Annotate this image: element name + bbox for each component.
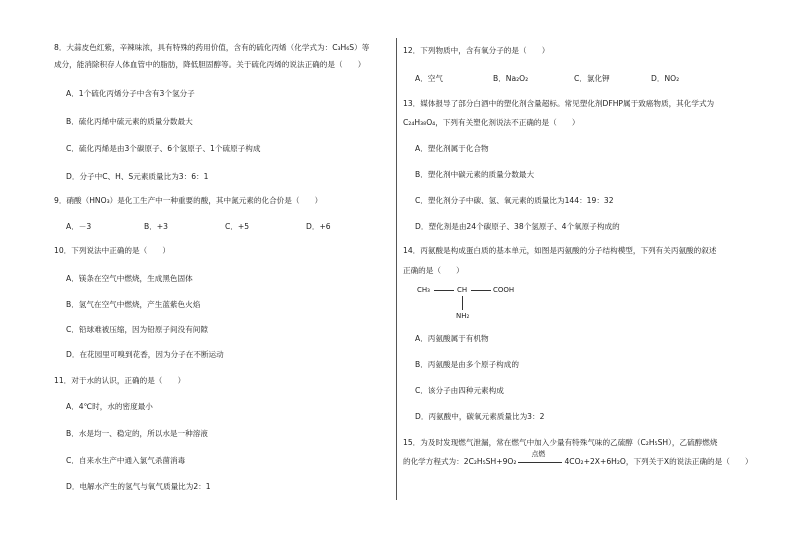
q13-stem-line1: 13．媒体报导了部分白酒中的塑化剂含量超标。常见塑化剂DFHP属于致癌物质，其化学式为 [403,99,715,108]
q13-option-c: C．塑化剂分子中碳、氢、氧元素的质量比为144：19：32 [415,196,614,205]
q8-option-b: B．硫化丙烯中硫元素的质量分数最大 [66,117,193,126]
q14-stem-line1: 14．丙氨酸是构成蛋白质的基本单元，如图是丙氨酸的分子结构模型，下列有关丙氨酸的叙述 [403,246,717,255]
q12-option-b: B．Na₂O₂ [493,74,529,83]
q15-reaction-arrow [516,450,564,467]
q15-stem-line1: 15．为及时发现燃气泄漏，常在燃气中加入少量有特殊气味的乙硫醇（C₂H₅SH），乙硫醇燃烧 [403,438,718,447]
q10-option-c: C．铅球难被压缩，因为铅原子间没有间隙 [66,325,208,334]
q14-option-a: A．丙氨酸属于有机物 [415,334,489,343]
q13-option-a: A．塑化剂属于化合物 [415,144,489,153]
q11-option-d: D．电解水产生的氢气与氧气质量比为2：1 [66,482,211,491]
q13-option-b: B．塑化剂中碳元素的质量分数最大 [415,170,535,179]
struct-bond-2 [471,290,491,291]
struct-bond-1 [434,290,454,291]
q13-stem-line2: C₂₄H₃₈O₄，下列有关塑化剂说法不正确的是（ ） [403,118,580,127]
q14-stem-line2: 正确的是（ ） [403,266,464,275]
q11-option-a: A．4℃时，水的密度最小 [66,402,153,411]
q15-equation-line [403,450,753,467]
q10-option-a: A．镁条在空气中燃烧，生成黑色固体 [66,274,193,283]
q8-option-a: A．1个硫化丙烯分子中含有3个氢分子 [66,89,195,98]
column-divider [396,38,397,500]
q12-stem: 12．下列物质中，含有氧分子的是（ ） [403,46,550,55]
struct-bond-3 [462,296,463,310]
q14-option-b: B．丙氨酸是由多个原子构成的 [415,360,519,369]
q11-option-b: B．水是均一、稳定的，所以水是一种溶液 [66,429,208,438]
q8-option-d: D．分子中C、H、S元素质量比为3：6：1 [66,172,209,181]
q8-option-c: C．硫化丙烯是由3个碳原子、6个氢原子、1个硫原子构成 [66,144,261,153]
q9-stem: 9．硝酸（HNO₃）是化工生产中一种重要的酸，其中氮元素的化合价是（ ） [54,196,323,205]
q14-option-d: D．丙氨酸中，碳氧元素质量比为3：2 [415,412,545,421]
struct-ch3: CH₃ [417,286,430,294]
q11-stem: 11．对于水的认识，正确的是（ ） [54,376,186,385]
struct-cooh: COOH [493,286,515,294]
q9-option-c: C．+5 [225,222,250,231]
struct-nh2: NH₂ [456,312,470,320]
q11-option-c: C．自来水生产中通入氯气杀菌消毒 [66,456,186,465]
q13-option-d: D．塑化剂是由24个碳原子、38个氢原子、4个氧原子构成的 [415,222,620,231]
q12-option-c: C．氯化钾 [574,74,610,83]
q10-option-b: B．氢气在空气中燃烧，产生蓝紫色火焰 [66,300,201,309]
q10-option-d: D．在花园里可嗅到花香，因为分子在不断运动 [66,350,224,359]
q8-stem-line1: 8．大蒜皮色红紫，辛辣味浓，具有特殊的药用价值，含有的硫化丙烯（化学式为：C₃H₆S）等 [54,43,370,52]
q9-option-a: A．－3 [66,222,92,231]
q9-option-d: D．+6 [306,222,331,231]
q8-stem-line2: 成分，能消除积存人体血管中的脂肪，降低胆固醇等。关于硫化丙烯的说法正确的是（ ） [54,60,366,69]
q10-stem: 10．下列说法中正确的是（ ） [54,246,170,255]
q15-equation-suffix: 4CO₂+2X+6H₂O，下列关于X的说法正确的是（ ） [564,457,753,466]
q14-option-c: C．该分子由四种元素构成 [415,386,504,395]
q15-equation-prefix: 的化学方程式为：2C₂H₅SH+9O₂ [403,457,517,466]
q15-reaction-condition: 点燃 [531,450,546,458]
alanine-structure-diagram [417,286,537,326]
q12-option-d: D．NO₂ [651,74,680,83]
q9-option-b: B．+3 [144,222,168,231]
q12-option-a: A．空气 [415,74,443,83]
struct-ch: CH [457,286,468,294]
